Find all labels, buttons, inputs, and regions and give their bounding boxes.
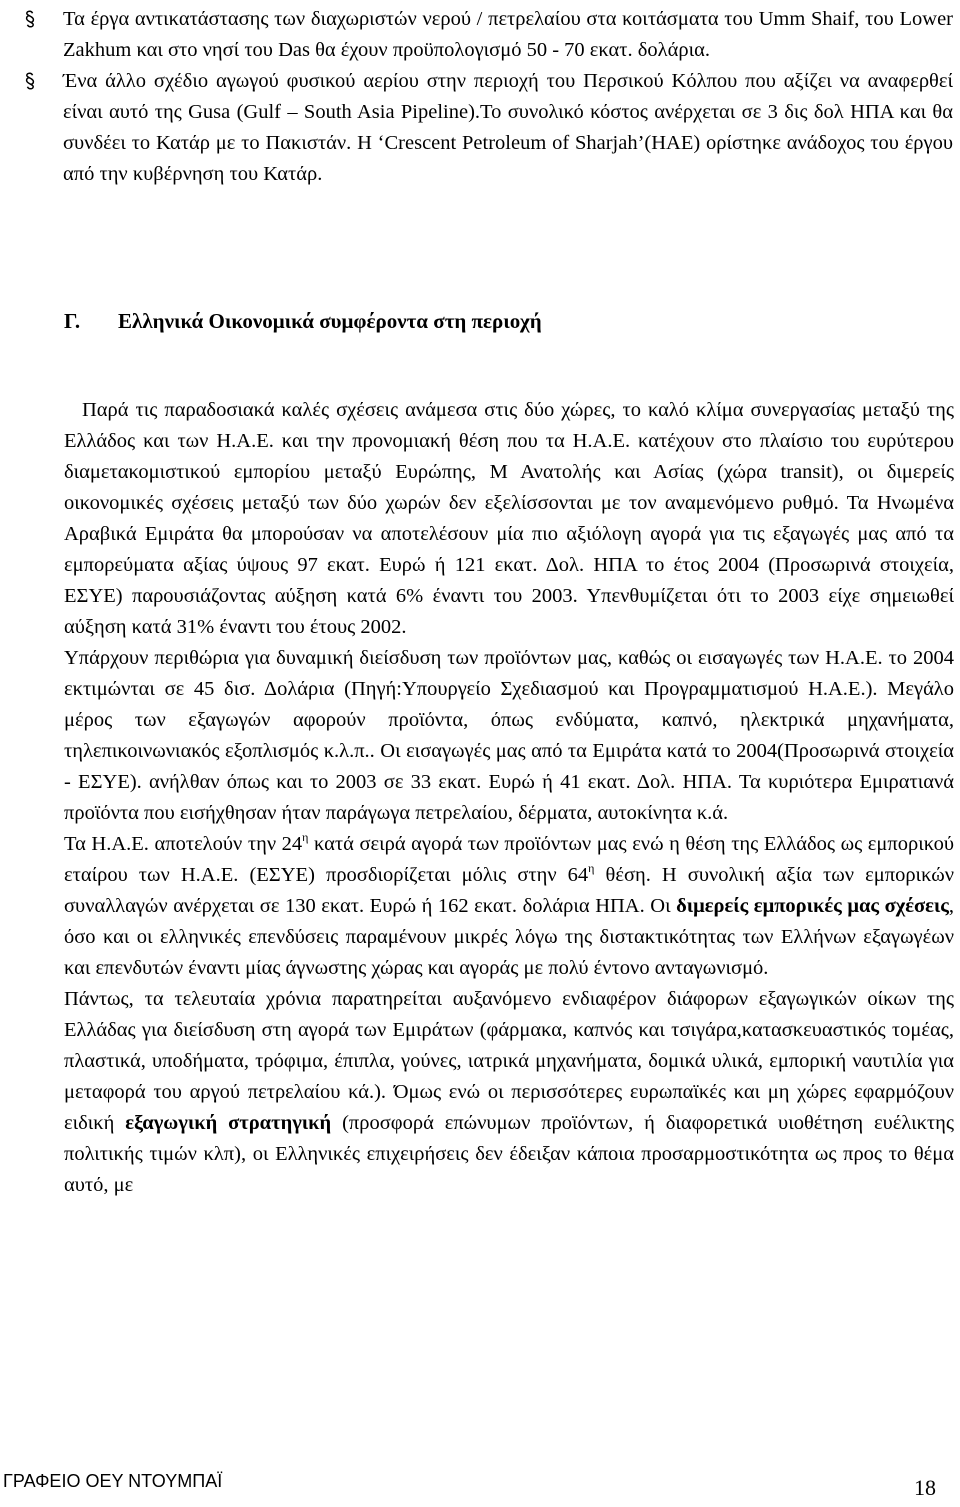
section-sign-icon [23,10,37,28]
text-run: , όσο και οι ελληνικές επενδύσεις παραμένουν μικρές λόγω της διστακτικότητας των Ελλήνων εξαγωγέων και επενδυτών έναντι μίας άγνωστης χώρας και αγοράς με πολύ έντονο ανταγωνισμό. [64,895,954,979]
bullet-list [23,4,953,190]
text-run: θέση. Η συνολική αξία των εμπορικών συναλλαγών ανέρχεται σε 130 εκατ. Ευρώ ή 162 εκατ. δολάρια ΗΠΑ. Οι [64,864,954,917]
text-run: (προσφορά επώνυμων προϊόντων, ή διαφορετικά υιοθέτηση ευέλικτης πολιτικής τιμών κλπ), οι Ελληνικές επιχειρήσεις δεν έδειξαν κάποια προσαρμοστικότητα ως προς το θέμα αυτό, με [64,1112,954,1196]
bold-phrase: διμερείς εμπορικές μας σχέσεις [676,895,949,917]
text-run: κατά σειρά αγορά των προϊόντων μας ενώ η θέση της Ελλάδος ως εμπορικού εταίρου των Η.Α.Ε. (ΕΣΥΕ) προσδιορίζεται μόλις στην 64 [64,833,954,886]
paragraph-relations: Παρά τις παραδοσιακά καλές σχέσεις ανάμεσα στις δύο χώρες, το καλό κλίμα συνεργασίας μεταξύ της Ελλάδος και των Η.Α.Ε. και την προνομιακή θέση που τα Η.Α.Ε. κατέχουν στο πλαίσιο του ευρύτερου διαμετακομιστικού εμπορίου μεταξύ Ευρώπης, Μ Ανατολής και Ασίας (χώρα transit), οι διμερείς οικονομικές σχέσεις μεταξύ των δύο χωρών δεν εξελίσσονται με τον αναμενόμενο ρυθμό. Τα Ηνωμένα Αραβικά Εμιράτα θα μπορούσαν να αποτελέσουν μία πιο αξιόλογη αγορά για τις εξαγωγές μας από τα εμπορεύματα αξίας ύψους 97 εκατ. Ευρώ ή 121 εκατ. Δολ. ΗΠΑ το έτος 2004 (Προσωρινά στοιχεία, ΕΣΥΕ) παρουσιάζοντας αύξηση κατά 6% έναντι του 2003. Υπενθυμίζεται ότι το 2003 είχε σημειωθεί αύξηση κατά 31% έναντι του έτους 2002. [64,399,954,638]
body-text [64,395,954,1201]
paragraph-interest [64,984,954,1201]
text-run: Τα Η.Α.Ε. αποτελούν την 24 [64,833,303,855]
paragraph-imports: Υπάρχουν περιθώρια για δυναμική διείσδυση των προϊόντων μας, καθώς οι εισαγωγές των Η.Α.Ε. το 2004 εκτιμώνται σε 45 δισ. Δολάρια (Πηγή:Υπουργείο Σχεδιασμού και Προγραμματισμού Η.Α.Ε.). Μεγάλο μέρος των εξαγωγών αφορούν προϊόντα, όπως ενδύματα, καπνό, ηλεκτρικά μηχανήματα, τηλεπικοινωνιακός εξοπλισμός κ.λ.π.. Οι εισαγωγές μας από τα Εμιράτα κατά το 2004(Προσωρινά στοιχεία - ΕΣΥΕ). ανήλθαν όπως και το 2003 σε 33 εκατ. Ευρώ ή 41 εκατ. Δολ. ΗΠΑ. Τα κυριότερα Εμιρατιανά προϊόντα που εισήχθησαν ήταν παράγωγα πετρελαίου, δέρματα, αυτοκίνητα κ.ά. [64,647,954,824]
footer-office: ΓΡΑΦΕΙΟ ΟΕΥ ΝΤΟΥΜΠΑΪ [3,1471,223,1491]
page-number: 18 [914,1475,936,1500]
bullet-text: Τα έργα αντικατάστασης των διαχωριστών νερού / πετρελαίου στα κοιτάσματα του Umm Shaif, του Lower Zakhum και στο νησί του Das θα έχουν προϋπολογισμό 50 - 70 εκατ. δολάρια. [63,8,953,61]
section-heading [64,306,542,337]
superscript: η [588,861,595,875]
bold-phrase: εξαγωγική στρατηγική [125,1112,332,1134]
section-title: Ελληνικά Οικονομικά συμφέροντα στη περιοχή [118,309,542,333]
section-sign-icon [23,72,37,90]
bullet-item-separators [23,4,953,66]
superscript: η [302,830,309,844]
paragraph-trade-partner [64,829,954,984]
bullet-text: Ένα άλλο σχέδιο αγωγού φυσικού αερίου στην περιοχή του Περσικού Κόλπου που αξίζει να αναφερθεί είναι αυτό της Gusa (Gulf – South Asia Pipeline).Το συνολικό κόστος ανέρχεται σε 3 δις δολ ΗΠΑ και θα συνδέει το Κατάρ με το Πακιστάν. Η ‘Crescent Petroleum of Sharjah’(ΗΑΕ) ορίστηκε ανάδοχος του έργου από την κυβέρνηση του Κατάρ. [63,70,953,185]
section-letter: Γ. [64,309,81,333]
text-run: Πάντως, τα τελευταία χρόνια παρατηρείται αυξανόμενο ενδιαφέρον διάφορων εξαγωγικών οίκων της Ελλάδας για διείσδυση στη αγορά των Εμιράτων (φάρμακα, καπνός και τσιγάρα,κατασκευαστικός τομέας, πλαστικά, υποδήματα, τρόφιμα, έπιπλα, γούνες, ιατρικά μηχανήματα, δομικά υλικά, εμπορική ναυτιλία για μεταφορά του αργού πετρελαίου κά.). Όμως ενώ οι περισσότερες ευρωπαϊκές και μη χώρες εφαρμόζουν ειδική [64,988,954,1134]
bullet-item-gusa [23,66,953,190]
